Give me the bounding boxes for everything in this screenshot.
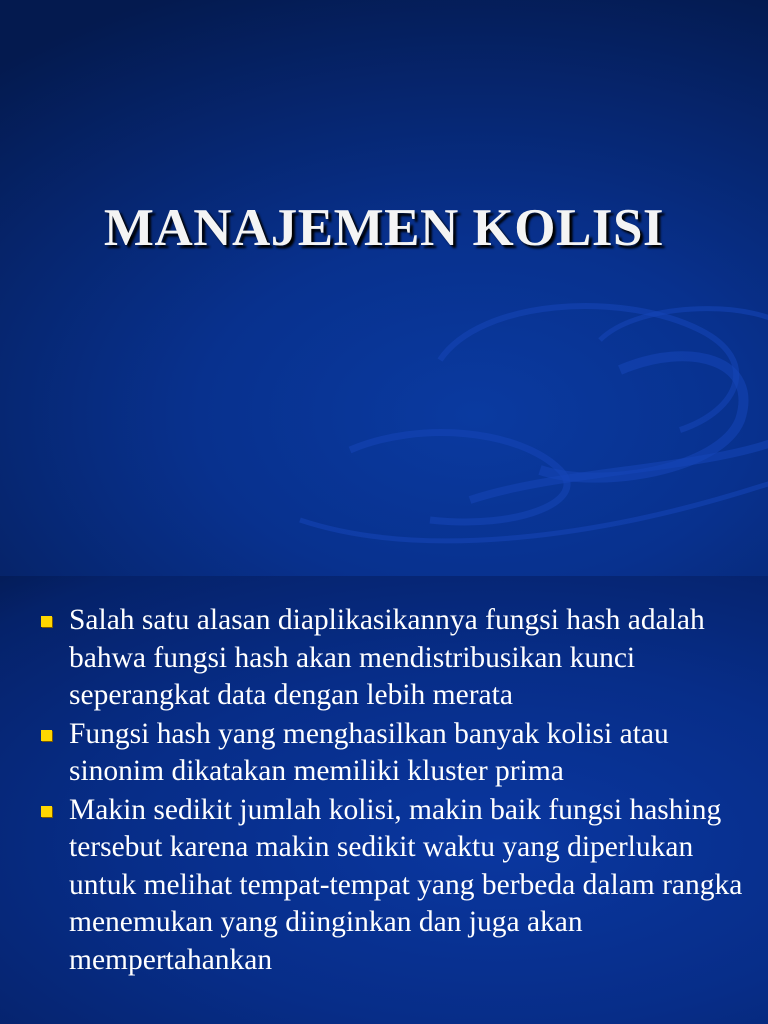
bullet-text: Salah satu alasan diaplikasikannya fungsi hash adalah bahwa fungsi hash akan mendistribusikan kunci seperangkat data dengan lebih merata [69,604,705,711]
bullet-text: Makin sedikit jumlah kolisi, makin baik fungsi hashing tersebut karena makin sedikit waktu yang diperlukan untuk melihat tempat-tempat yang berbeda dalam rangka menemukan yang diinginkan dan juga akan mempertahankan [69,793,743,976]
bullet-item [38,716,748,791]
bullet-text: Fungsi hash yang menghasilkan banyak kolisi atau sinonim dikatakan memiliki kluster prima [69,717,669,787]
square-bullet-icon [41,616,52,627]
content-slide [0,576,768,1024]
slide-title: MANAJEMEN KOLISI [103,199,665,257]
square-bullet-icon [41,730,52,741]
bullet-item [38,602,748,715]
bullet-list [38,602,748,980]
bullet-item [38,792,748,980]
square-bullet-icon [41,806,52,817]
